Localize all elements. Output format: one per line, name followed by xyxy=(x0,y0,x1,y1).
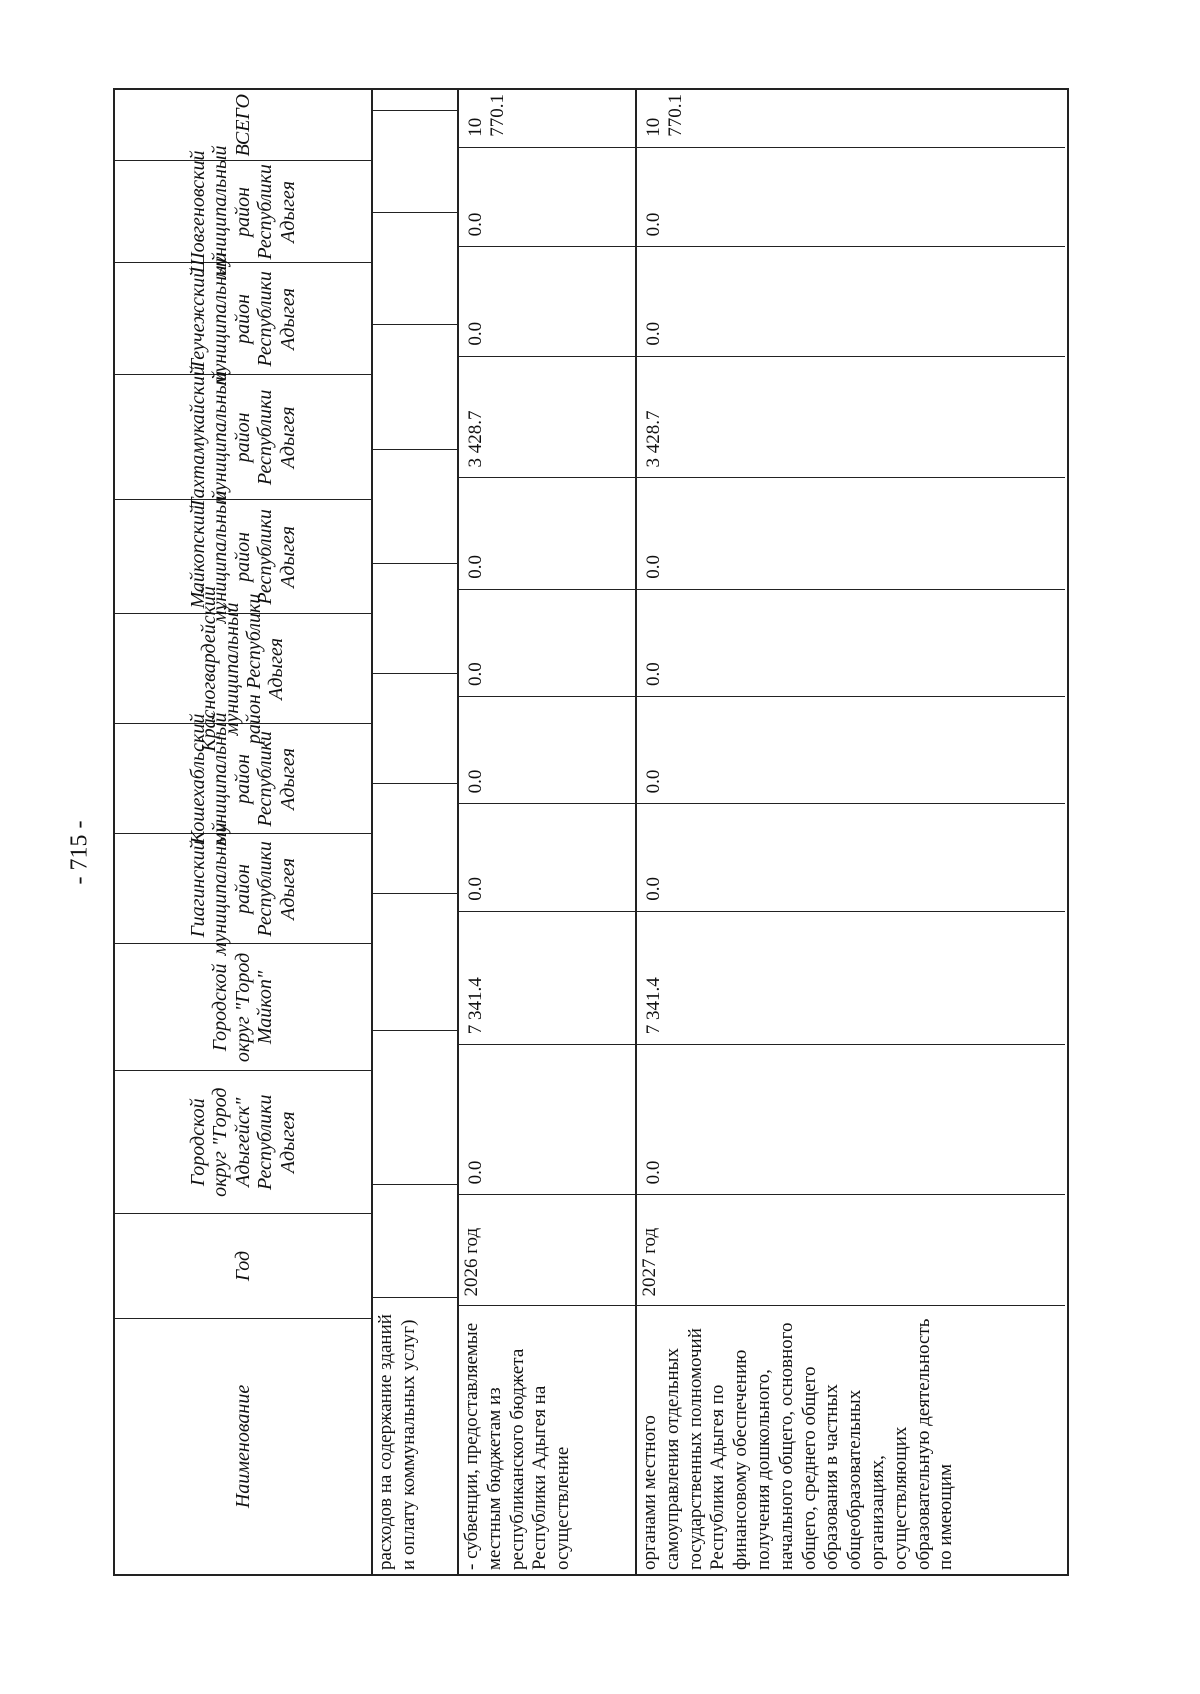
table-row xyxy=(459,90,637,1574)
row-total: 10 770.1 xyxy=(643,94,686,137)
row-total: 10 770.1 xyxy=(465,94,508,137)
header-shovgenovsky: Шовгеновский муниципальный район Республики Адыгея xyxy=(115,160,371,262)
row-value xyxy=(373,893,457,1030)
row-value xyxy=(373,324,457,449)
row-value: 0.0 xyxy=(637,1044,1065,1194)
header-krasnogvardeysky: Красногвардейский муниципальный район Республики Адыгея xyxy=(115,613,371,723)
row-name: - субвенции, предоставляемые местным бюджетам из республиканского бюджета Республики Адыгея на осуществление xyxy=(459,1305,635,1574)
row-value: 0.0 xyxy=(459,477,635,588)
row-value xyxy=(373,783,457,893)
row-value xyxy=(373,1030,457,1184)
row-value: 0.0 xyxy=(637,246,1065,355)
header-year: Год xyxy=(115,1213,371,1318)
table-sheet xyxy=(113,88,1069,1576)
header-total: ВСЕГО xyxy=(231,93,254,157)
header-teuchezhsky: Теучежский муниципальный район Республики Адыгея xyxy=(115,262,371,374)
budget-table xyxy=(113,88,1069,1576)
header-maykopsky: Майкопский муниципальный район Республики Адыгея xyxy=(115,499,371,613)
row-value: 0.0 xyxy=(459,803,635,910)
row-value: 0.0 xyxy=(459,246,635,355)
row-value: 3 428.7 xyxy=(637,356,1065,478)
row-value xyxy=(373,563,457,673)
row-value: 0.0 xyxy=(459,1044,635,1194)
row-value: 0.0 xyxy=(637,589,1065,696)
row-value: 7 341.4 xyxy=(637,911,1065,1045)
row-value xyxy=(373,110,457,212)
row-value xyxy=(373,449,457,563)
row-value: 0.0 xyxy=(459,147,635,247)
row-value: 0.0 xyxy=(637,477,1065,588)
header-koshekhablsky: Кошехабльский муниципальный район Республики Адыгея xyxy=(115,723,371,833)
row-value: 0.0 xyxy=(459,696,635,803)
row-value: 7 341.4 xyxy=(459,911,635,1045)
page-number: - 715 - xyxy=(66,820,93,884)
row-value: 0.0 xyxy=(637,147,1065,247)
row-year: 2026 год xyxy=(459,1194,635,1304)
row-year xyxy=(373,1184,457,1297)
row-value: 3 428.7 xyxy=(459,356,635,478)
header-adygeysk: Городской округ "Город Адыгейск" Республики Адыгея xyxy=(115,1070,371,1213)
header-maykop-city: Городской округ "Город Майкоп" xyxy=(115,943,371,1070)
table-row xyxy=(373,90,459,1574)
row-value xyxy=(373,212,457,324)
row-name: расходов на содержание зданий и оплату коммунальных услуг) xyxy=(373,1297,457,1574)
row-value xyxy=(373,673,457,783)
table-header-row xyxy=(115,90,373,1574)
row-value: 0.0 xyxy=(637,696,1065,803)
table-row xyxy=(637,90,1065,1574)
header-name: Наименование xyxy=(115,1318,371,1574)
row-year: 2027 год xyxy=(637,1194,1065,1304)
header-giaginsky: Гиагинский муниципальный район Республики Адыгея xyxy=(115,833,371,943)
row-name: органами местного самоуправления отдельных государственных полномочий Республики Адыгея по финансовому обеспечению получения дошкольного, начального общего, основного общего, среднего общего образования в частных общеобразовательных организациях, осуществляющих образовательную деятельность по имеющим xyxy=(637,1305,1065,1574)
header-takhtamukaysky: Тахтамукайский муниципальный район Республики Адыгея xyxy=(115,374,371,499)
row-total xyxy=(373,90,457,110)
row-value: 0.0 xyxy=(459,589,635,696)
row-value: 0.0 xyxy=(637,803,1065,910)
